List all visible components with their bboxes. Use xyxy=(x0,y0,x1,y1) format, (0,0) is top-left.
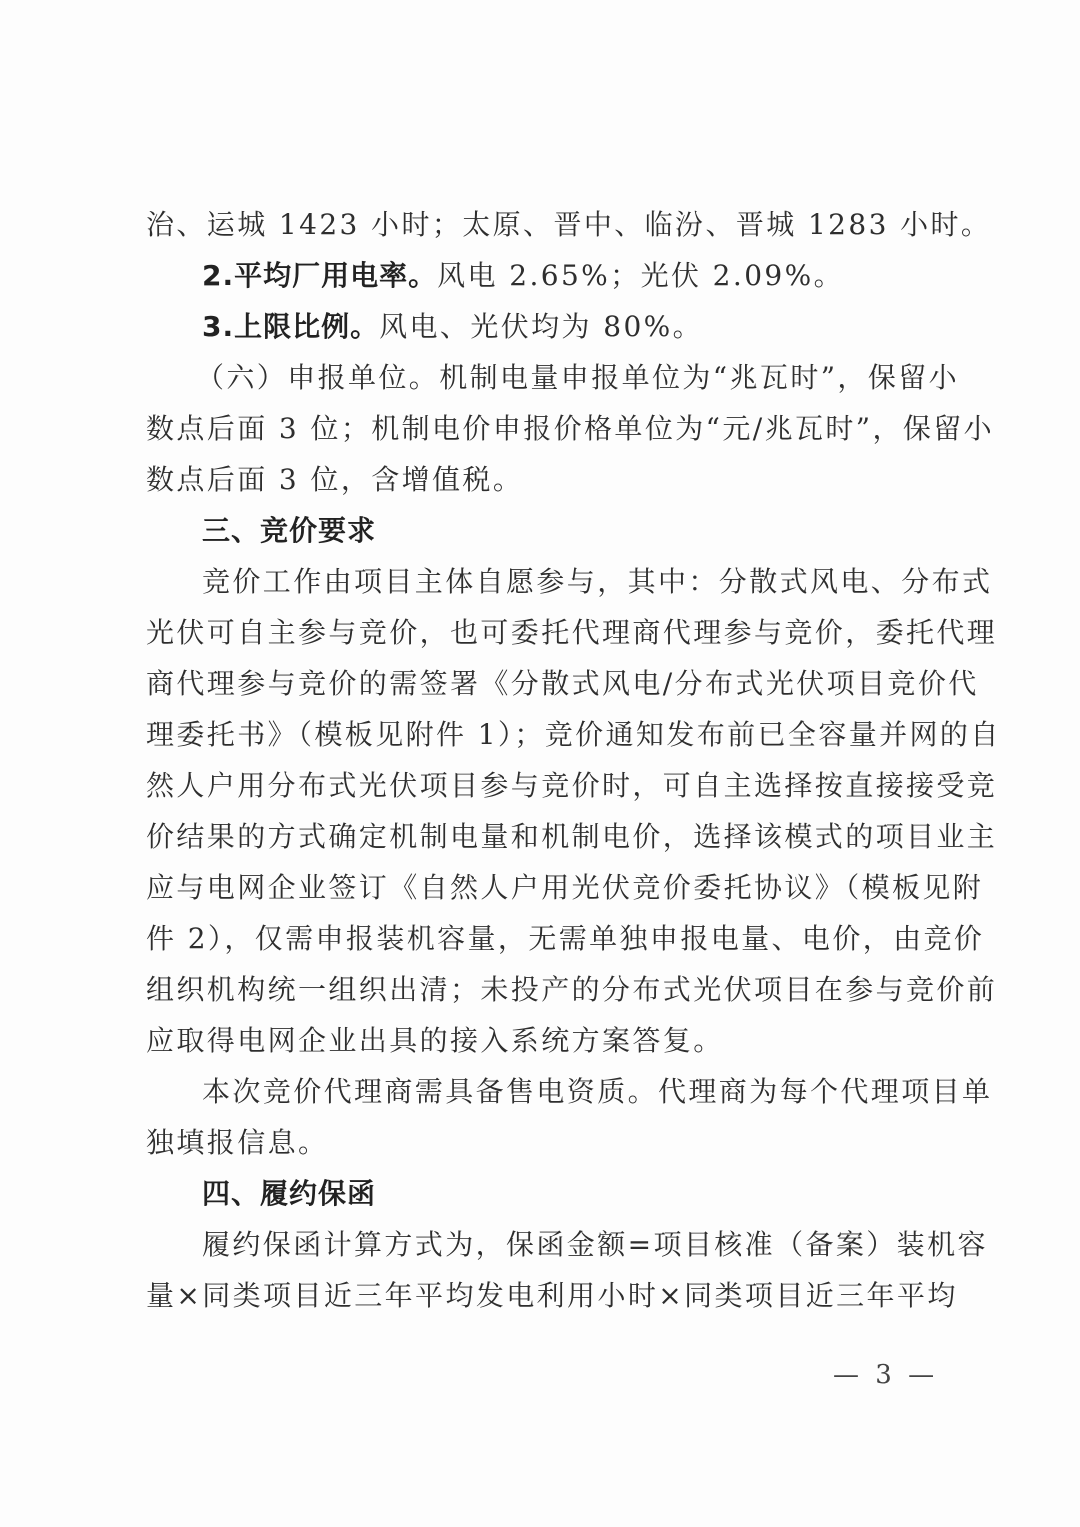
line-text: 商代理参与竞价的需签署《分散式风电/分布式光伏项目竞价代 xyxy=(146,667,979,700)
line-text: （六）申报单位。机制电量申报单位为“兆瓦时”，保留小 xyxy=(196,361,960,394)
line-text: 价结果的方式确定机制电量和机制电价，选择该模式的项目业主 xyxy=(146,820,998,853)
paragraph-line xyxy=(146,863,983,913)
subsection-upper-limit-ratio xyxy=(202,302,703,352)
subsection-avg-plant-usage-rate xyxy=(202,251,844,301)
paragraph-line xyxy=(146,608,997,658)
section-heading-bidding-requirements xyxy=(202,506,376,556)
line-text: 数点后面 3 位；机制电价申报价格单位为“元/兆瓦时”，保留小 xyxy=(146,412,995,445)
section-heading-performance-guarantee xyxy=(202,1169,376,1219)
page-number: — 3 — xyxy=(833,1360,939,1390)
subsection-title: 2.平均厂用电率。 xyxy=(202,259,438,292)
paragraph-line xyxy=(202,1067,992,1117)
paragraph-line xyxy=(146,914,984,964)
line-text: 然人户用分布式光伏项目参与竞价时，可自主选择按直接接受竞 xyxy=(146,769,998,802)
line-text: 本次竞价代理商需具备售电资质。代理商为每个代理项目单 xyxy=(202,1075,993,1108)
line-text: 量×同类项目近三年平均发电利用小时×同类项目近三年平均 xyxy=(146,1279,958,1312)
heading-text: 三、竞价要求 xyxy=(202,514,377,547)
paragraph-line xyxy=(146,761,997,811)
paragraph-line xyxy=(146,812,997,862)
paragraph-line xyxy=(202,557,992,607)
line-text: 独填报信息。 xyxy=(146,1126,329,1159)
paragraph-line xyxy=(146,1271,958,1321)
line-text: 理委托书》（模板见附件 1）；竞价通知发布前已全容量并网的自 xyxy=(146,718,1001,751)
line-text: 风电、光伏均为 80%。 xyxy=(379,310,704,343)
line-text: 治、运城 1423 小时；太原、晋中、临汾、晋城 1283 小时。 xyxy=(146,208,992,241)
paragraph-line xyxy=(146,659,979,709)
paragraph-line xyxy=(202,1220,988,1270)
line-text: 应与电网企业签订《自然人户用光伏竞价委托协议》（模板见附 xyxy=(146,871,984,904)
subsection-title: 3.上限比例。 xyxy=(202,310,380,343)
heading-text: 四、履约保函 xyxy=(202,1177,377,1210)
line-text: 件 2），仅需申报装机容量，无需单独申报电量、电价，由竞价 xyxy=(146,922,985,955)
line-text: 应取得电网企业出具的接入系统方案答复。 xyxy=(146,1024,724,1057)
paragraph-line xyxy=(146,404,994,454)
paragraph-line xyxy=(146,1016,724,1066)
paragraph-line xyxy=(146,1118,328,1168)
paragraph-line xyxy=(146,455,523,505)
line-text: 光伏可自主参与竞价，也可委托代理商代理参与竞价，委托代理 xyxy=(146,616,998,649)
paragraph-line xyxy=(196,353,959,403)
line-text: 组织机构统一组织出清；未投产的分布式光伏项目在参与竞价前 xyxy=(146,973,998,1006)
line-text: 履约保函计算方式为，保函金额=项目核准（备案）装机容 xyxy=(202,1228,988,1261)
paragraph-line xyxy=(146,965,997,1015)
line-text: 竞价工作由项目主体自愿参与，其中：分散式风电、分布式 xyxy=(202,565,993,598)
line-text: 数点后面 3 位，含增值税。 xyxy=(146,463,524,496)
paragraph-line xyxy=(146,200,991,250)
line-text: 风电 2.65%；光伏 2.09%。 xyxy=(437,259,845,292)
paragraph-line xyxy=(146,710,1001,760)
